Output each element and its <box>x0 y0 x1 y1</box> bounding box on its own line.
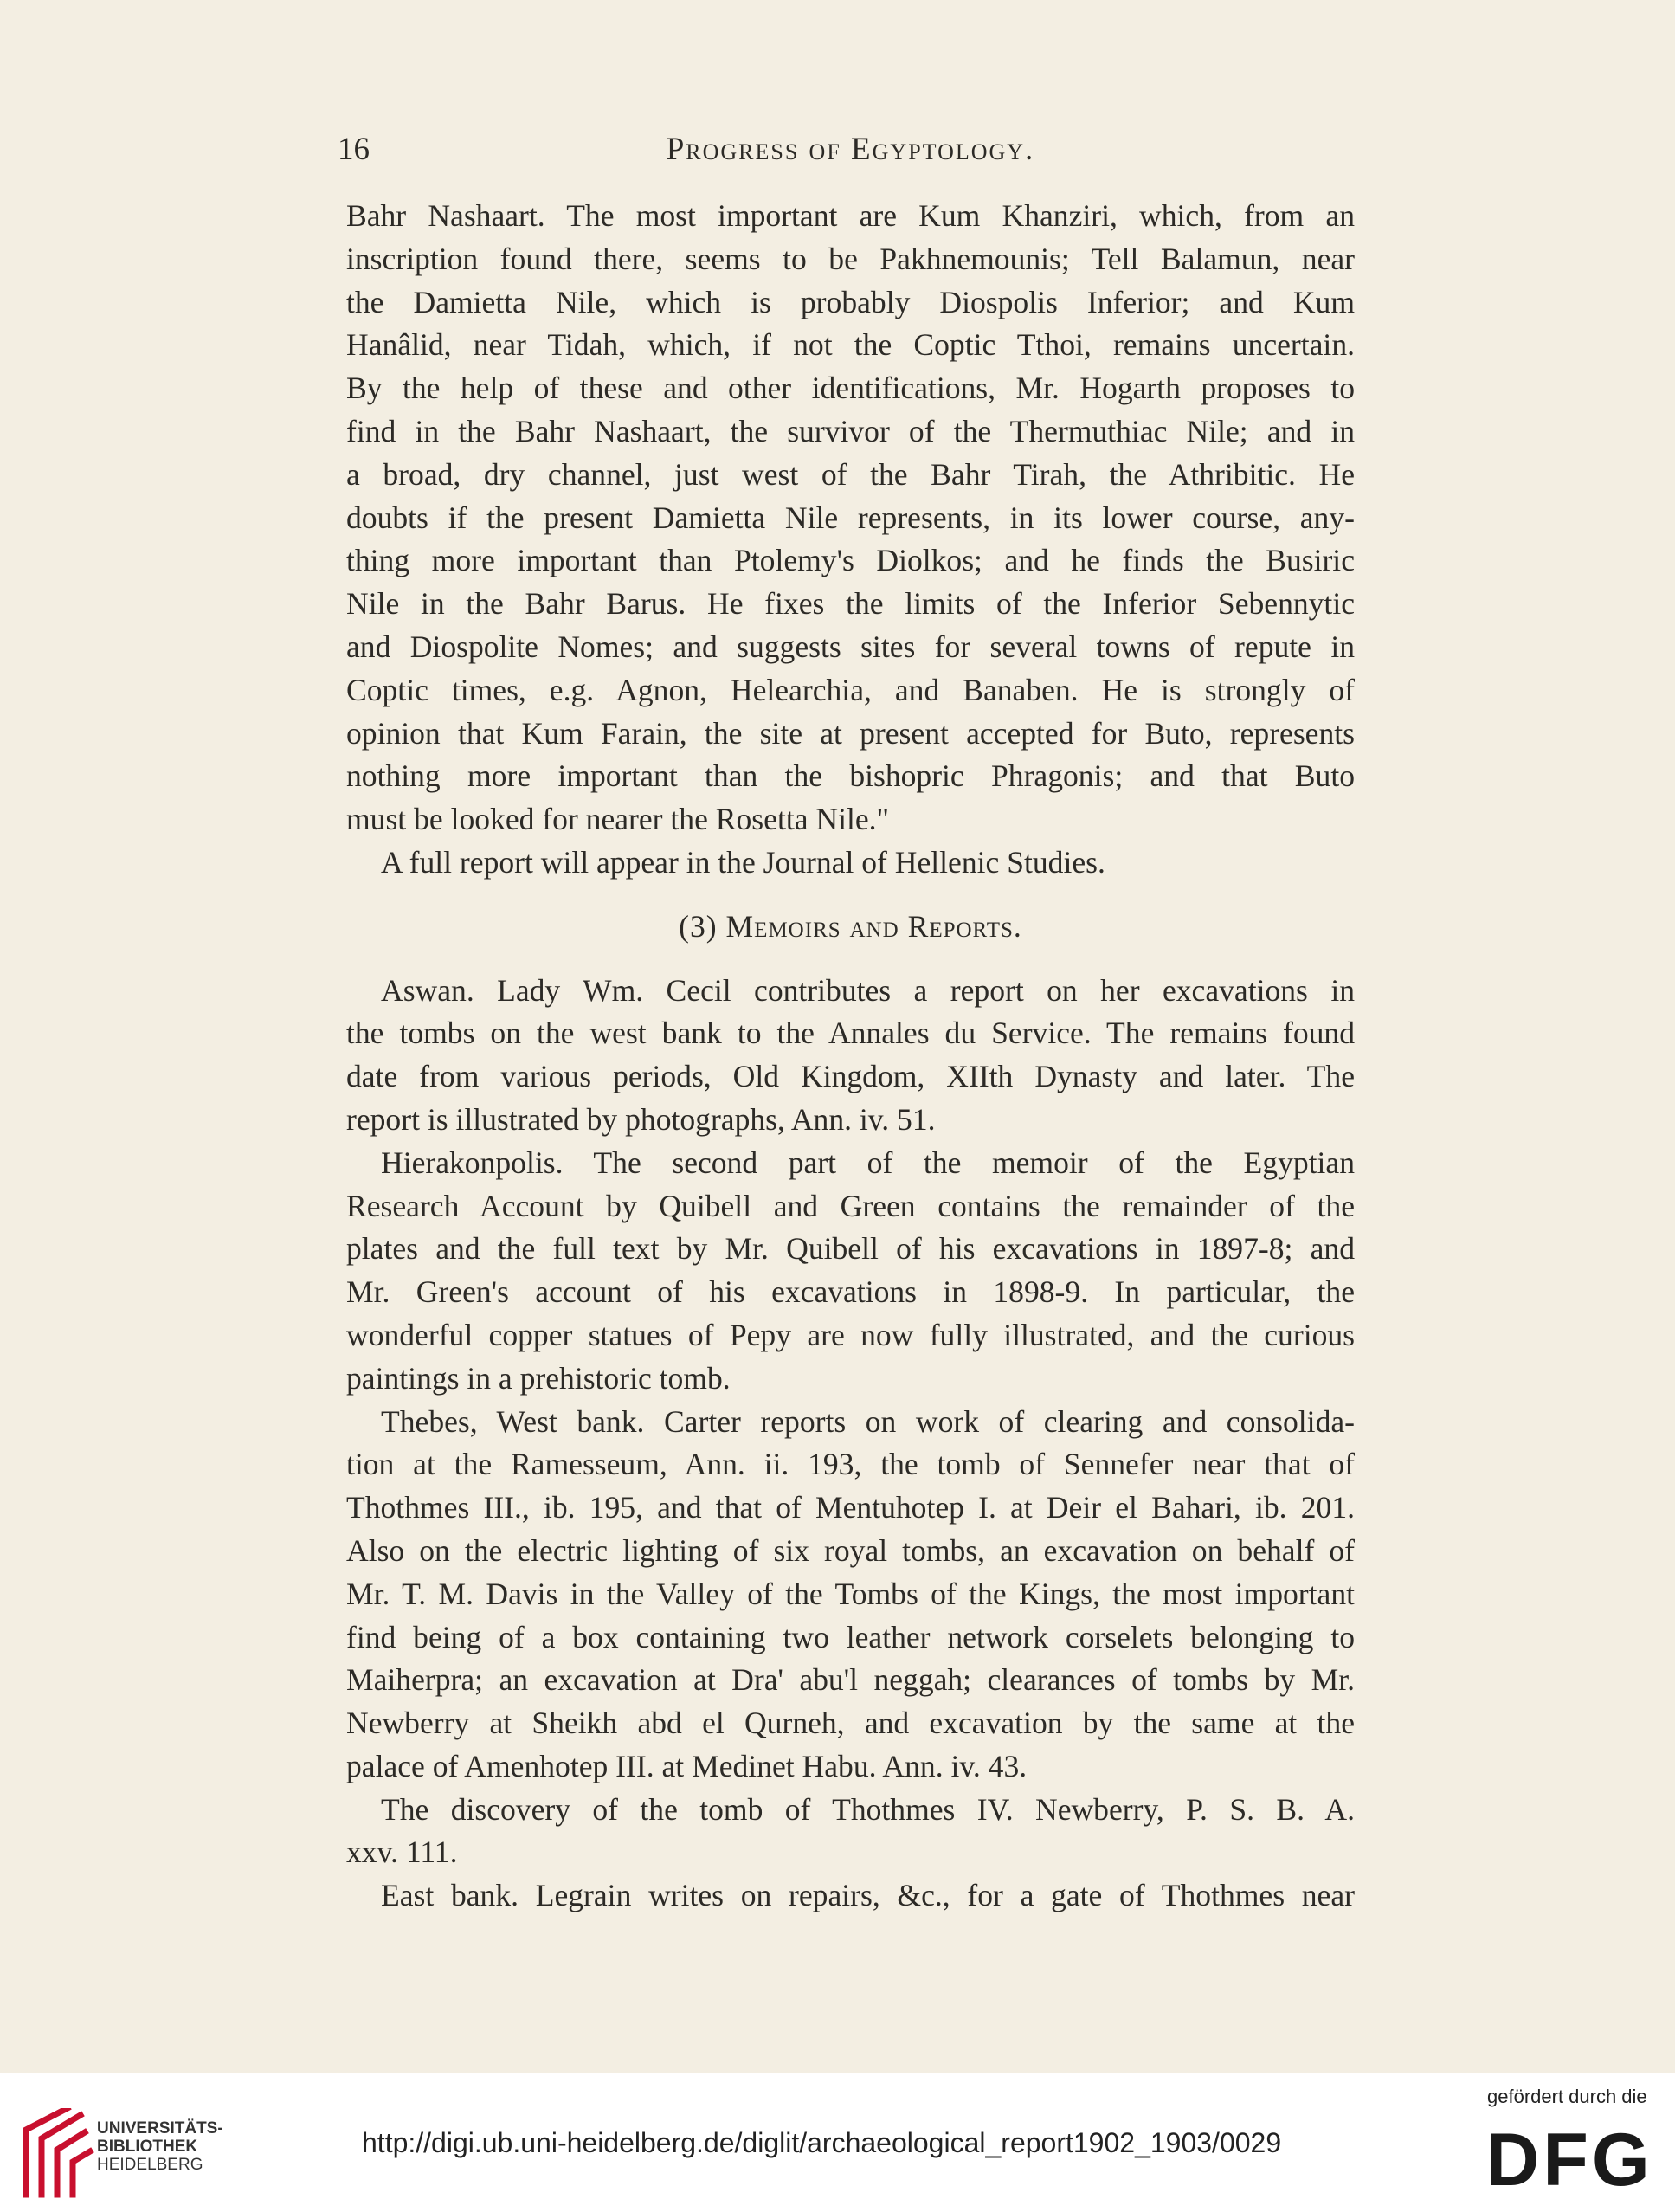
text-line: opinion that Kum Farain, the site at present accepted for Buto, represents <box>346 715 1355 751</box>
text-line: thing more important than Ptolemy's Diolkos; and he finds the Busiric <box>346 543 1355 578</box>
text-line: Newberry at Sheikh abd el Qurneh, and excavation by the same at the <box>346 1706 1355 1741</box>
dfg-logo-text: DFG <box>1485 2123 1653 2192</box>
text-line: inscription found there, seems to be Pakhnemounis; Tell Balamun, near <box>346 241 1355 276</box>
running-title: Progress of Egyptology. <box>666 132 1035 167</box>
text-line: paintings in a prehistoric tomb. <box>346 1360 731 1396</box>
library-name <box>97 2119 223 2174</box>
text-line: plates and the full text by Mr. Quibell of his excavations in 1897-8; and <box>346 1231 1355 1267</box>
text-line: the tombs on the west bank to the Annales du Service. The remains found <box>346 1016 1355 1051</box>
text-line: find being of a box containing two leather network corselets belonging to <box>346 1619 1355 1654</box>
section-heading: (3) Memoirs and Reports. <box>679 908 1022 944</box>
funded-by-label: gefördert durch die <box>1487 2086 1647 2107</box>
text-line: By the help of these and other identifications, Mr. Hogarth proposes to <box>346 371 1355 406</box>
university-library-logo-icon <box>16 2108 98 2203</box>
text-line: Also on the electric lighting of six royal tombs, an excavation on behalf of <box>346 1532 1355 1568</box>
text-line: nothing more important than the bishopric Phragonis; and that Buto <box>346 758 1355 794</box>
text-line: Nile in the Bahr Barus. He fixes the limits of the Inferior Sebennytic <box>346 586 1355 622</box>
text-line: Hierakonpolis. The second part of the memoir of the Egyptian <box>381 1145 1355 1180</box>
text-line: and Diospolite Nomes; and suggests sites for several towns of repute in <box>346 629 1355 664</box>
text-line: xxv. 111. <box>346 1835 458 1870</box>
text-line: find in the Bahr Nashaart, the survivor of the Thermuthiac Nile; and in <box>346 413 1355 448</box>
text-line: Bahr Nashaart. The most important are Kum Khanziri, which, from an <box>346 198 1355 233</box>
source-url-link[interactable]: http://digi.ub.uni-heidelberg.de/diglit/archaeological_report1902_1903/0029 <box>362 2127 1282 2158</box>
text-line: Thothmes III., ib. 195, and that of Mentuhotep I. at Deir el Bahari, ib. 201. <box>346 1490 1355 1525</box>
text-line: Maiherpra; an excavation at Dra' abu'l neggah; clearances of tombs by Mr. <box>346 1662 1355 1698</box>
body-text <box>346 195 1355 1918</box>
dfg-logo <box>1483 2123 1656 2192</box>
text-line: date from various periods, Old Kingdom, XIIth Dynasty and later. The <box>346 1059 1355 1094</box>
text-line: Mr. T. M. Davis in the Valley of the Tombs of the Kings, the most important <box>346 1576 1355 1611</box>
text-line: Research Account by Quibell and Green contains the remainder of the <box>346 1188 1355 1223</box>
text-line: Mr. Green's account of his excavations in 1898-9. In particular, the <box>346 1274 1355 1310</box>
text-line: Aswan. Lady Wm. Cecil contributes a report on her excavations in <box>381 972 1355 1008</box>
text-line: a broad, dry channel, just west of the Bahr Tirah, the Athribitic. He <box>346 456 1355 492</box>
text-line: A full report will appear in the Journal of Hellenic Studies. <box>381 844 1105 880</box>
library-name-line: BIBLIOTHEK <box>97 2138 198 2156</box>
text-line: the Damietta Nile, which is probably Diospolis Inferior; and Kum <box>346 284 1355 319</box>
text-line: doubts if the present Damietta Nile represents, in its lower course, any- <box>346 500 1355 535</box>
page-number: 16 <box>338 132 370 167</box>
library-name-line: UNIVERSITÄTS- <box>97 2119 223 2138</box>
text-line: report is illustrated by photographs, Ann. iv. 51. <box>346 1101 936 1137</box>
text-line: Coptic times, e.g. Agnon, Helearchia, and Banaben. He is strongly of <box>346 672 1355 707</box>
text-line: tion at the Ramesseum, Ann. ii. 193, the tomb of Sennefer near that of <box>346 1447 1355 1482</box>
text-line: wonderful copper statues of Pepy are now fully illustrated, and the curious <box>346 1317 1355 1352</box>
text-line: Thebes, West bank. Carter reports on work of clearing and consolida- <box>381 1403 1355 1439</box>
text-line: palace of Amenhotep III. at Medinet Habu. Ann. iv. 43. <box>346 1748 1028 1783</box>
text-line: The discovery of the tomb of Thothmes IV. Newberry, P. S. B. A. <box>381 1791 1355 1827</box>
text-line: Hanâlid, near Tidah, which, if not the Coptic Tthoi, remains uncertain. <box>346 327 1355 363</box>
text-line: must be looked for nearer the Rosetta Nile." <box>346 802 890 837</box>
page-header <box>338 126 1363 177</box>
footer-bar <box>0 2073 1675 2212</box>
text-line: East bank. Legrain writes on repairs, &c., for a gate of Thothmes near <box>381 1878 1355 1913</box>
library-name-line: HEIDELBERG <box>97 2156 203 2174</box>
